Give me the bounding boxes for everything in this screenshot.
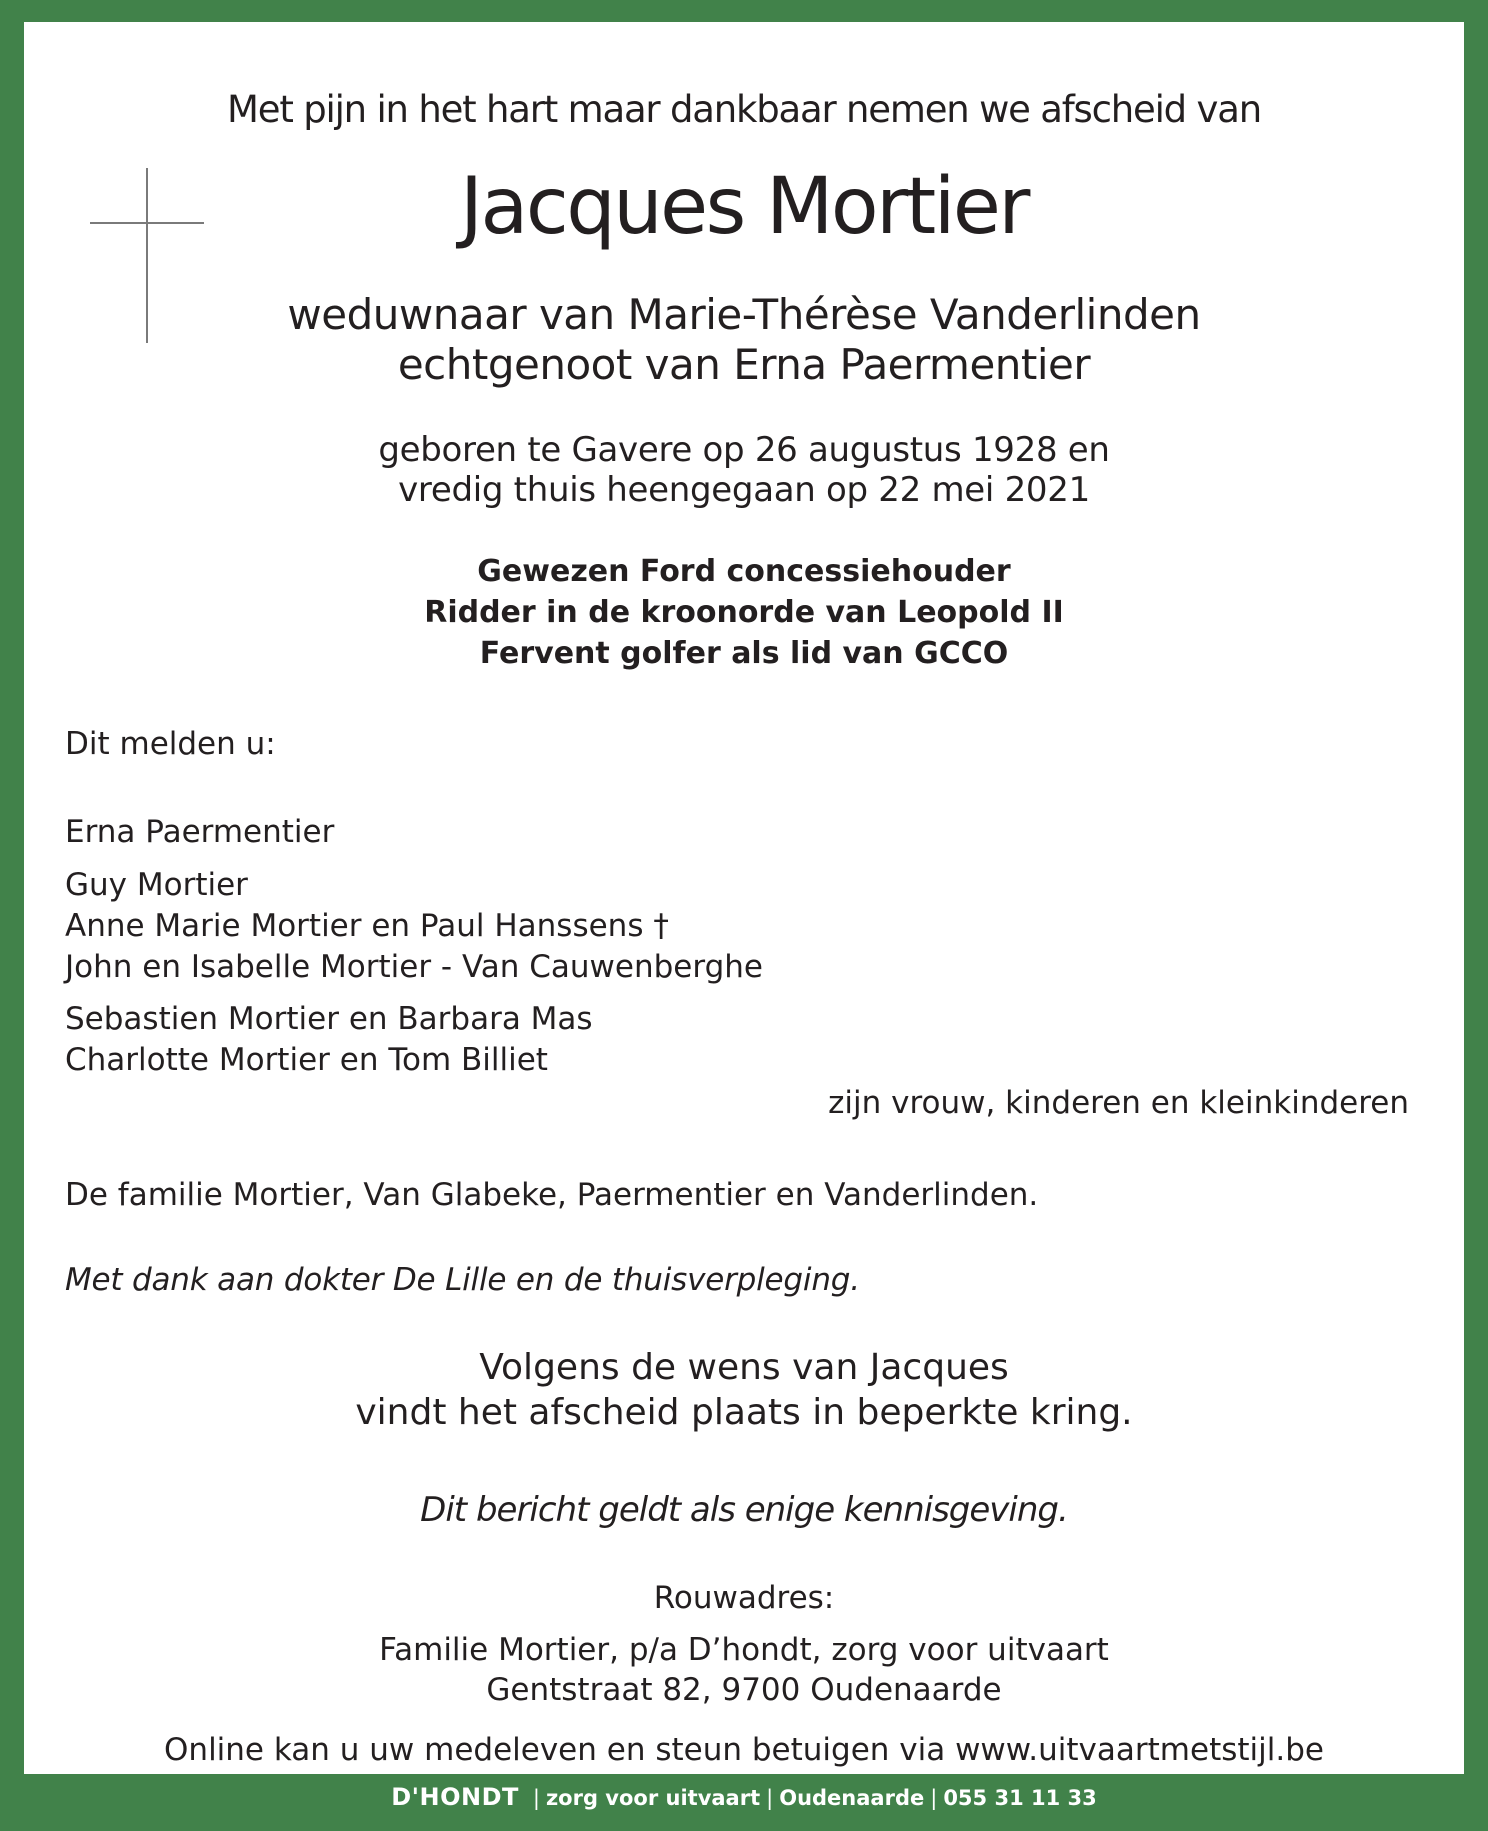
- wish-line: vindt het afscheid plaats in beperkte kring.: [355, 1392, 1133, 1433]
- family-member: Sebastien Mortier en Barbara Mas: [65, 1001, 593, 1037]
- separator: |: [532, 1786, 540, 1810]
- announcement: Dit melden u:: [65, 726, 276, 762]
- relation-spouse: echtgenoot van Erna Paermentier: [397, 340, 1091, 389]
- intro-text: Met pijn in het hart maar dankbaar nemen we afscheid van: [227, 88, 1261, 131]
- footer-tagline: zorg voor uitvaart: [545, 1786, 761, 1810]
- family-signoff: zijn vrouw, kinderen en kleinkinderen: [828, 1085, 1409, 1121]
- title-line: Gewezen Ford concessiehouder: [477, 554, 1011, 589]
- separator: |: [766, 1786, 774, 1810]
- footer-city: Oudenaarde: [779, 1786, 925, 1810]
- footer-phone: 055 31 11 33: [943, 1786, 1097, 1810]
- family-member: Anne Marie Mortier en Paul Hanssens †: [65, 908, 669, 944]
- thanks-line: Met dank aan dokter De Lille en de thuisverpleging.: [65, 1262, 860, 1298]
- family-member: John en Isabelle Mortier - Van Cauwenberghe: [65, 949, 763, 985]
- death-line: vredig thuis heengegaan op 22 mei 2021: [398, 470, 1090, 510]
- relation-widower: weduwnaar van Marie-Thérèse Vanderlinden: [287, 290, 1201, 339]
- notice-line: Dit bericht geldt als enige kennisgeving.: [420, 1490, 1068, 1530]
- footer-bar: [0, 1774, 1488, 1831]
- title-line: Fervent golfer als lid van GCCO: [479, 636, 1009, 671]
- family-member: Charlotte Mortier en Tom Billiet: [65, 1042, 548, 1078]
- family-member: Erna Paermentier: [65, 814, 335, 850]
- birth-line: geboren te Gavere op 26 augustus 1928 en: [378, 430, 1110, 470]
- wish-line: Volgens de wens van Jacques: [479, 1347, 1009, 1388]
- extended-family: De familie Mortier, Van Glabeke, Paermentier en Vanderlinden.: [65, 1177, 1039, 1213]
- address-label: Rouwadres:: [653, 1580, 835, 1616]
- address-line: Gentstraat 82, 9700 Oudenaarde: [486, 1672, 1002, 1708]
- address-line: Familie Mortier, p/a D’hondt, zorg voor uitvaart: [379, 1632, 1109, 1668]
- deceased-name: Jacques Mortier: [460, 162, 1028, 252]
- title-line: Ridder in de kroonorde van Leopold II: [424, 595, 1064, 630]
- dhondt-logo: D'HONDT: [391, 1783, 519, 1811]
- family-member: Guy Mortier: [65, 867, 248, 903]
- obituary-card: [24, 22, 1464, 1774]
- separator: |: [930, 1786, 938, 1810]
- online-condolence-line: Online kan u uw medeleven en steun betuigen via www.uitvaartmetstijl.be: [164, 1732, 1324, 1768]
